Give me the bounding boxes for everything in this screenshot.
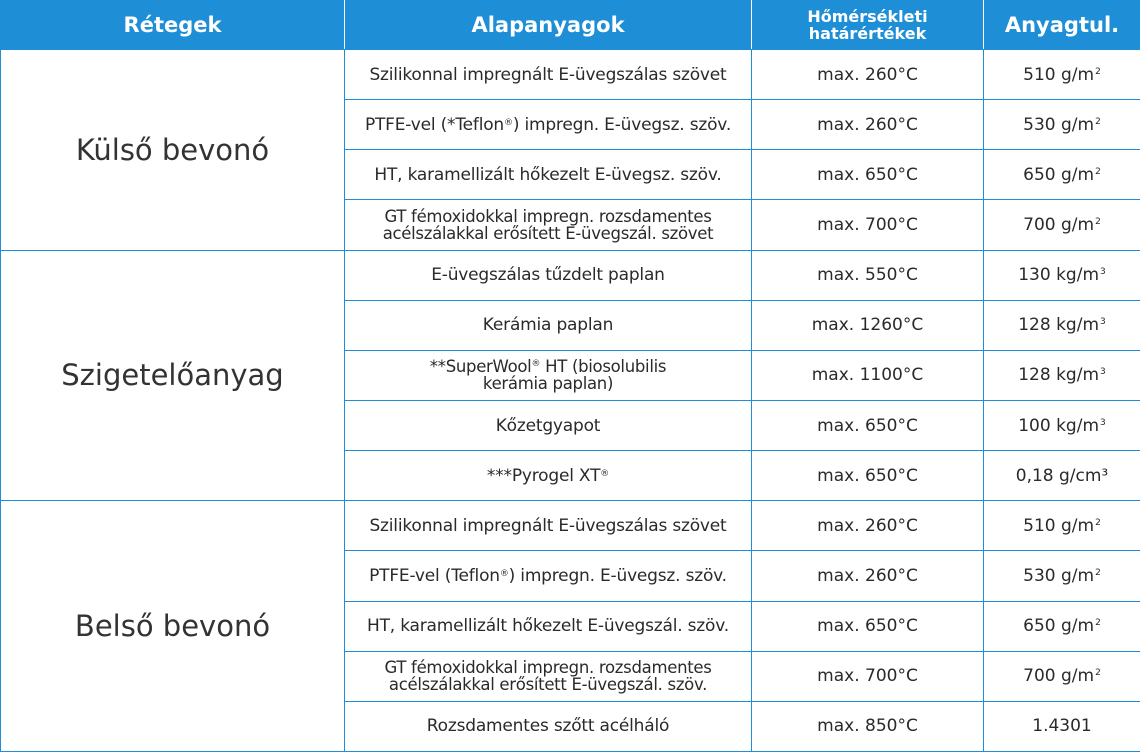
temperature-cell: max. 260°C: [752, 100, 984, 150]
header-temperature: [752, 1, 984, 50]
material-line2: acélszálakkal erősített E-üvegszál. szövet: [382, 223, 714, 243]
temperature-cell: max. 650°C: [752, 451, 984, 501]
material-cell: Szilikonnal impregnált E-üvegszálas szövet: [345, 50, 752, 100]
unit-exponent: 2: [1095, 216, 1101, 227]
temperature-cell: max. 850°C: [752, 701, 984, 751]
material-cell: [345, 200, 752, 250]
table-row: [1, 250, 1140, 300]
material-cell: [345, 451, 752, 501]
material-line1: GT fémoxidokkal impregn. rozsdamentes: [384, 206, 712, 226]
registered-mark: ®: [600, 468, 610, 479]
registered-mark: ®: [499, 568, 509, 579]
weight-cell: [984, 250, 1140, 300]
weight-cell: [984, 400, 1140, 450]
weight-cell: [984, 150, 1140, 200]
weight-value: 100 kg/m: [1018, 415, 1100, 436]
registered-mark: ®: [504, 117, 513, 128]
weight-cell: [984, 50, 1140, 100]
unit-exponent: 3: [1100, 417, 1106, 428]
material-cell: HT, karamellizált hőkezelt E-üvegszál. szöv.: [345, 601, 752, 651]
unit-exponent: 2: [1095, 517, 1101, 528]
temperature-cell: max. 260°C: [752, 50, 984, 100]
weight-value: 128 kg/m: [1018, 315, 1100, 336]
header-temperature-line2: határértékek: [808, 24, 927, 43]
weight-cell: [984, 350, 1140, 400]
temperature-cell: max. 1260°C: [752, 300, 984, 350]
temperature-cell: max. 260°C: [752, 551, 984, 601]
table-row: [1, 50, 1140, 100]
material-text-rest: ) impregn. E-üvegsz. szöv.: [508, 565, 727, 586]
header-layers: Rétegek: [1, 1, 345, 50]
unit-exponent: 2: [1095, 66, 1101, 77]
weight-cell: [984, 601, 1140, 651]
registered-mark: ®: [531, 359, 541, 370]
layer-label-insulation: Szigetelőanyag: [1, 250, 345, 501]
material-line1: [349, 358, 747, 375]
material-text: PTFE-vel (*Teflon: [364, 114, 504, 135]
unit-exponent: 2: [1095, 116, 1101, 127]
material-cell: [345, 551, 752, 601]
table-row: [1, 501, 1140, 551]
weight-cell: 0,18 g/cm³: [984, 451, 1140, 501]
material-text-rest: ) impregn. E-üvegsz. szöv.: [512, 114, 732, 135]
temperature-cell: max. 700°C: [752, 651, 984, 701]
temperature-cell: max. 260°C: [752, 501, 984, 551]
temperature-cell: max. 1100°C: [752, 350, 984, 400]
layer-label-inner-coating: Belső bevonó: [1, 501, 345, 752]
material-cell: E-üvegszálas tűzdelt paplan: [345, 250, 752, 300]
material-cell: Kerámia paplan: [345, 300, 752, 350]
weight-cell: [984, 100, 1140, 150]
weight-cell: [984, 551, 1140, 601]
weight-value: 530 g/m: [1023, 565, 1095, 586]
temperature-cell: max. 650°C: [752, 601, 984, 651]
header-weight: Anyagtul.: [984, 1, 1140, 50]
weight-value: 650 g/m: [1023, 616, 1095, 637]
unit-exponent: 2: [1095, 567, 1101, 578]
weight-value: 700 g/m: [1023, 214, 1095, 235]
weight-cell: [984, 501, 1140, 551]
unit-exponent: 3: [1100, 367, 1106, 378]
weight-cell: [984, 651, 1140, 701]
material-cell: [345, 100, 752, 150]
temperature-cell: max. 700°C: [752, 200, 984, 250]
unit-exponent: 3: [1100, 267, 1106, 278]
weight-value: 130 kg/m: [1018, 265, 1100, 286]
header-row: [1, 1, 1140, 50]
material-cell: Kőzetgyapot: [345, 400, 752, 450]
header-materials: Alapanyagok: [345, 1, 752, 50]
header-temperature-line1: Hőmérsékleti: [807, 7, 928, 26]
material-cell: [345, 651, 752, 701]
temperature-cell: max. 550°C: [752, 250, 984, 300]
weight-value: 510 g/m: [1023, 515, 1095, 536]
unit-exponent: 2: [1095, 166, 1101, 177]
temperature-cell: max. 650°C: [752, 400, 984, 450]
material-cell: Rozsdamentes szőtt acélháló: [345, 701, 752, 751]
weight-cell: [984, 300, 1140, 350]
weight-value: 510 g/m: [1023, 64, 1095, 85]
weight-value: 128 kg/m: [1018, 365, 1100, 386]
unit-exponent: 3: [1100, 317, 1106, 328]
material-line2: acélszálakkal erősített E-üvegszál. szöv.: [388, 675, 708, 695]
material-text-rest: HT (biosolubilis: [540, 357, 667, 377]
material-cell: [345, 350, 752, 400]
weight-value: 530 g/m: [1023, 114, 1095, 135]
weight-value: 650 g/m: [1023, 164, 1095, 185]
material-text: PTFE-vel (Teflon: [369, 565, 500, 586]
weight-cell: 1.4301: [984, 701, 1140, 751]
weight-value: 700 g/m: [1023, 666, 1095, 687]
material-cell: HT, karamellizált hőkezelt E-üvegsz. szöv.: [345, 150, 752, 200]
temperature-cell: max. 650°C: [752, 150, 984, 200]
material-line1: GT fémoxidokkal impregn. rozsdamentes: [384, 658, 712, 678]
material-text: **SuperWool: [429, 357, 532, 377]
layer-label-outer-coating: Külső bevonó: [1, 50, 345, 251]
material-line2: kerámia paplan): [482, 374, 614, 394]
unit-exponent: 2: [1095, 618, 1101, 629]
material-cell: Szilikonnal impregnált E-üvegszálas szövet: [345, 501, 752, 551]
unit-exponent: 2: [1095, 668, 1101, 679]
weight-cell: [984, 200, 1140, 250]
material-text: ***Pyrogel XT: [486, 465, 601, 486]
